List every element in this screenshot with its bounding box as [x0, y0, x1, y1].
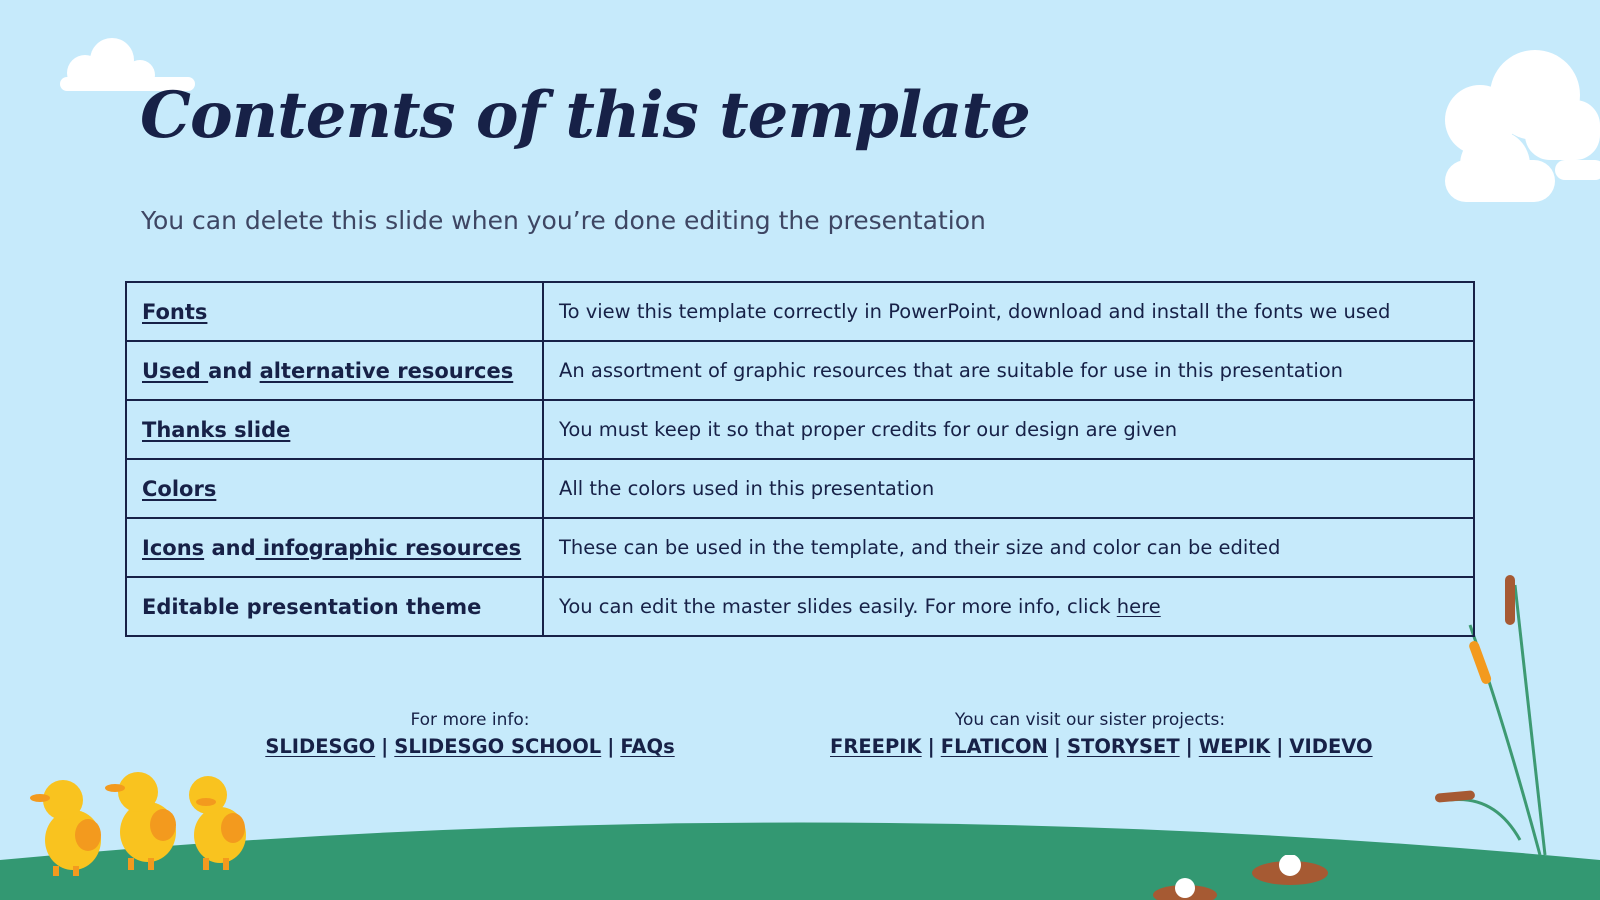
table-row	[126, 400, 1474, 459]
page-subtitle: You can delete this slide when you’re done editing the presentation	[141, 206, 986, 235]
row-description-cell	[543, 400, 1474, 459]
row-label-link[interactable]: Thanks slide	[142, 417, 291, 442]
cloud-right-icon	[1435, 40, 1600, 210]
footer-more-info	[265, 708, 675, 762]
table-row	[126, 282, 1474, 341]
page-title: Contents of this template	[140, 78, 1030, 153]
footer-sister-projects-caption: You can visit our sister projects:	[954, 710, 1226, 730]
link-separator: |	[1276, 735, 1284, 758]
footer-sister-projects	[830, 708, 1373, 762]
lily-icon	[1150, 855, 1340, 900]
here-link[interactable]: here	[1116, 595, 1161, 618]
row-label-cell	[126, 341, 543, 400]
duck-icon	[105, 772, 176, 870]
row-description-cell	[543, 518, 1474, 577]
ducks-icon	[28, 770, 258, 880]
table-row	[126, 518, 1474, 577]
table-row	[126, 341, 1474, 400]
footer-link[interactable]: SLIDESGO	[265, 735, 376, 758]
footer-more-info-caption: For more info:	[410, 710, 530, 730]
row-label-link[interactable]: Fonts	[142, 299, 208, 324]
link-separator: |	[381, 735, 389, 758]
duck-icon	[189, 776, 246, 870]
footer-link[interactable]: STORYSET	[1066, 735, 1180, 758]
table-row	[126, 577, 1474, 636]
footer-more-info-links	[265, 732, 675, 762]
row-label-text: and	[208, 358, 260, 383]
row-description-cell	[543, 282, 1474, 341]
row-label-cell	[126, 518, 543, 577]
row-label-link[interactable]: Used	[142, 358, 209, 383]
row-description-text: You must keep it so that proper credits for our design are given	[559, 418, 1178, 441]
contents-table	[125, 281, 1475, 637]
link-separator: |	[607, 735, 615, 758]
row-label-link[interactable]: alternative resources	[259, 358, 514, 383]
row-description-text: An assortment of graphic resources that are suitable for use in this presentation	[559, 359, 1344, 382]
row-label-link[interactable]: Colors	[142, 476, 217, 501]
row-label-text: Editable presentation theme	[142, 594, 482, 619]
duck-icon	[30, 780, 101, 876]
row-description-text: All the colors used in this presentation	[559, 477, 935, 500]
link-separator: |	[1053, 735, 1061, 758]
row-description-text: To view this template correctly in PowerPoint, download and install the fonts we used	[559, 300, 1391, 323]
link-separator: |	[1185, 735, 1193, 758]
footer-link[interactable]: FLATICON	[940, 735, 1048, 758]
link-separator: |	[927, 735, 935, 758]
footer-sister-projects-links	[830, 732, 1373, 762]
row-label-cell	[126, 282, 543, 341]
row-description-cell	[543, 459, 1474, 518]
row-label-link[interactable]: Icons	[142, 535, 205, 560]
row-description-cell	[543, 577, 1474, 636]
row-label-cell	[126, 577, 543, 636]
row-label-cell	[126, 459, 543, 518]
footer-link[interactable]: SLIDESGO SCHOOL	[394, 735, 602, 758]
row-label-link[interactable]: infographic resources	[255, 535, 522, 560]
row-description-cell	[543, 341, 1474, 400]
row-label-text: and	[204, 535, 256, 560]
table-row	[126, 459, 1474, 518]
row-description-text: You can edit the master slides easily. For more info, click	[559, 595, 1117, 618]
footer-link[interactable]: FAQs	[620, 735, 675, 758]
footer-link[interactable]: VIDEVO	[1289, 735, 1373, 758]
row-description-text: These can be used in the template, and their size and color can be edited	[559, 536, 1281, 559]
row-label-cell	[126, 400, 543, 459]
footer-link[interactable]: FREEPIK	[830, 735, 922, 758]
footer-link[interactable]: WEPIK	[1198, 735, 1271, 758]
